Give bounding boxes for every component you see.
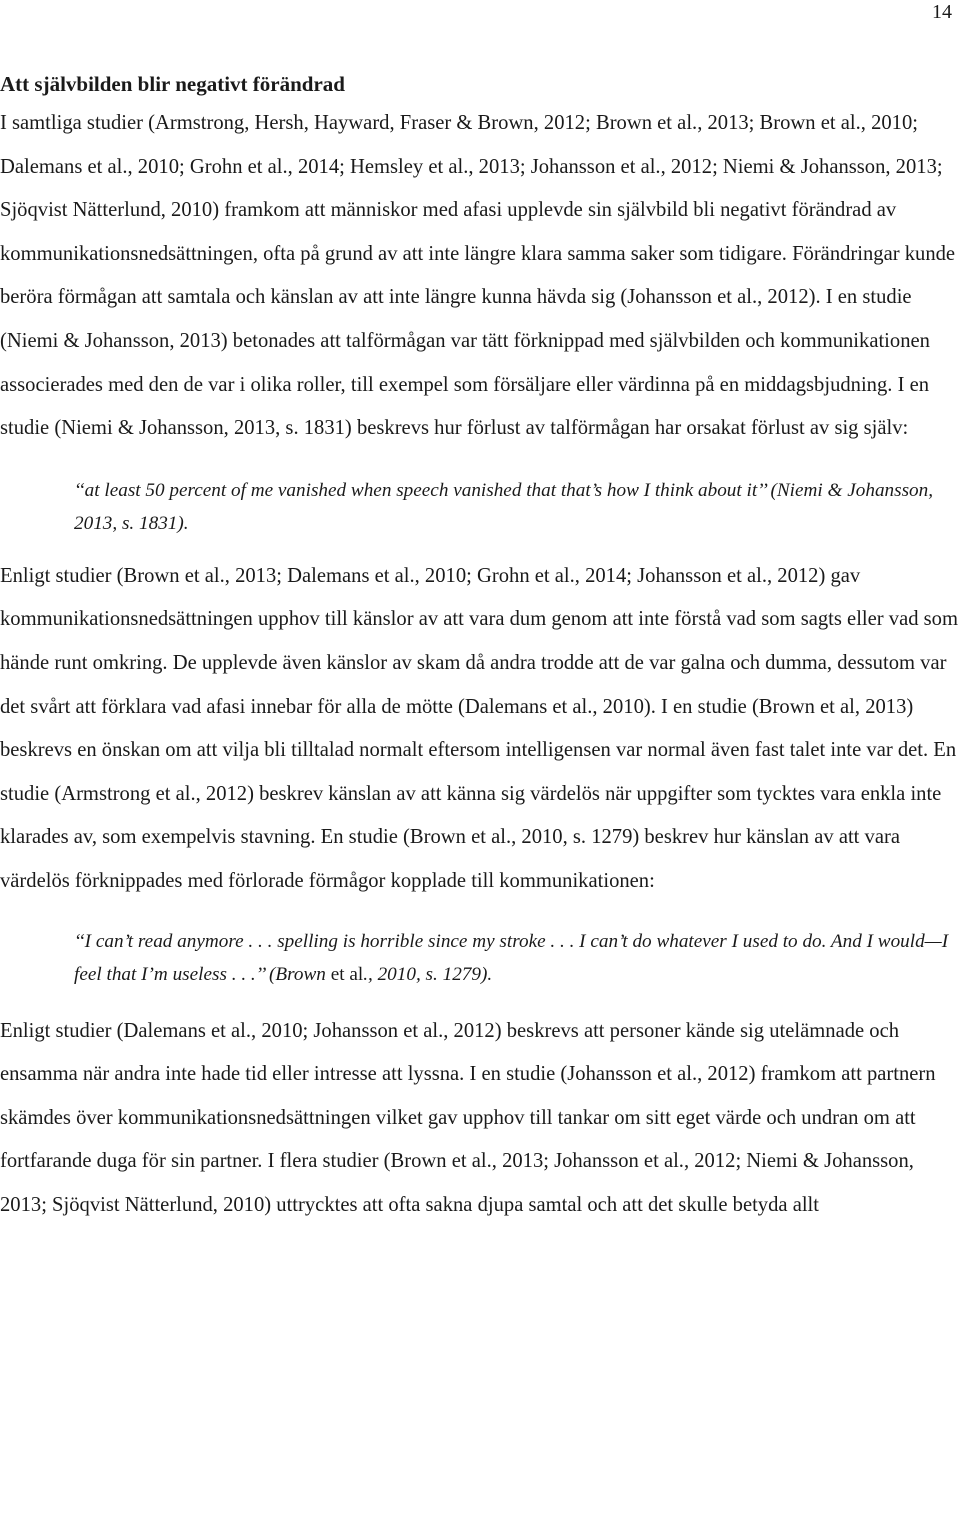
quote-etal: et al xyxy=(330,963,364,985)
paragraph: Enligt studier (Dalemans et al., 2010; Johansson et al., 2012) beskrevs att personer kände sig utelämnade och ensamma när andra inte hade tid eller intresse att lyssna. I en studie (Johansson et al., 2012) framkom att partnern skämdes över kommunikationsnedsättningen vilket gav upphov till tankar om sitt eget värde och undran om att fortfarande duga för sin partner. I flera studier (Brown et al., 2013; Johansson et al., 2012; Niemi & Johansson, 2013; Sjöqvist Nätterlund, 2010) uttrycktes att ofta sakna djupa samtal och att det skulle betyda allt xyxy=(0,1019,936,1216)
block-quote: ‘‘at least 50 percent of me vanished when speech vanished that that’s how I think about it’’ (Niemi & Johansson, 2013, s. 1831). xyxy=(74,479,934,534)
section-heading: Att självbilden blir negativt förändrad xyxy=(0,72,345,96)
page-body xyxy=(0,66,958,1227)
paragraph: Enligt studier (Brown et al., 2013; Dalemans et al., 2010; Grohn et al., 2014; Johansson et al., 2012) gav kommunikationsnedsättningen upphov till känslor av att vara dum genom att inte förstå vad som sagts eller vad som hände runt omkring. De upplevde även känslor av skam då andra trodde att de var galna och dumma, dessutom var det svårt att förklara vad afasi innebar för alla de mötte (Dalemans et al., 2010). I en studie (Brown et al, 2013) beskrevs en önskan om att vilja bli tilltalad normalt eftersom intelligensen var normal även fast talet inte var det. En studie (Armstrong et al., 2012) beskrev känslan av att känna sig värdelös när uppgifter som tycktes vara enkla inte klarades av, som exempelvis stavning. En studie (Brown et al., 2010, s. 1279) beskrev hur känslan av att vara värdelös förknippades med förlorade förmågor kopplade till kommunikationen: xyxy=(0,564,959,892)
quote-citation: ., 2010, s. 1279). xyxy=(363,963,493,985)
block-quote xyxy=(0,925,958,991)
paragraph: I samtliga studier (Armstrong, Hersh, Hayward, Fraser & Brown, 2012; Brown et al., 2013; Brown et al., 2010; Dalemans et al., 2010; Grohn et al., 2014; Hemsley et al., 2013; Johansson et al., 2012; Niemi & Johansson, 2013; Sjöqvist Nätterlund, 2010) framkom att människor med afasi upplevde sin självbild bli negativt förändrad av kommunikationsnedsättningen, ofta på grund av att inte längre klara samma saker som tidigare. Förändringar kunde beröra förmågan att samtala och känslan av att inte längre kunna hävda sig (Johansson et al., 2012). I en studie (Niemi & Johansson, 2013) betonades att talförmågan var tätt förknippad med självbilden och kommunikationen associerades med den de var i olika roller, till exempel som försäljare eller värdinna på en middagsbjudning. I en studie (Niemi & Johansson, 2013, s. 1831) beskrevs hur förlust av talförmågan har orsakat förlust av sig själv: xyxy=(0,112,956,440)
page-number: 14 xyxy=(932,1,952,23)
quote-text: ‘‘I can’t read anymore . . . spelling is horrible since my stroke . . . I can’t do whatever I used to do. And I would—I feel that I’m useless . . .’’ (Brown xyxy=(74,930,949,985)
